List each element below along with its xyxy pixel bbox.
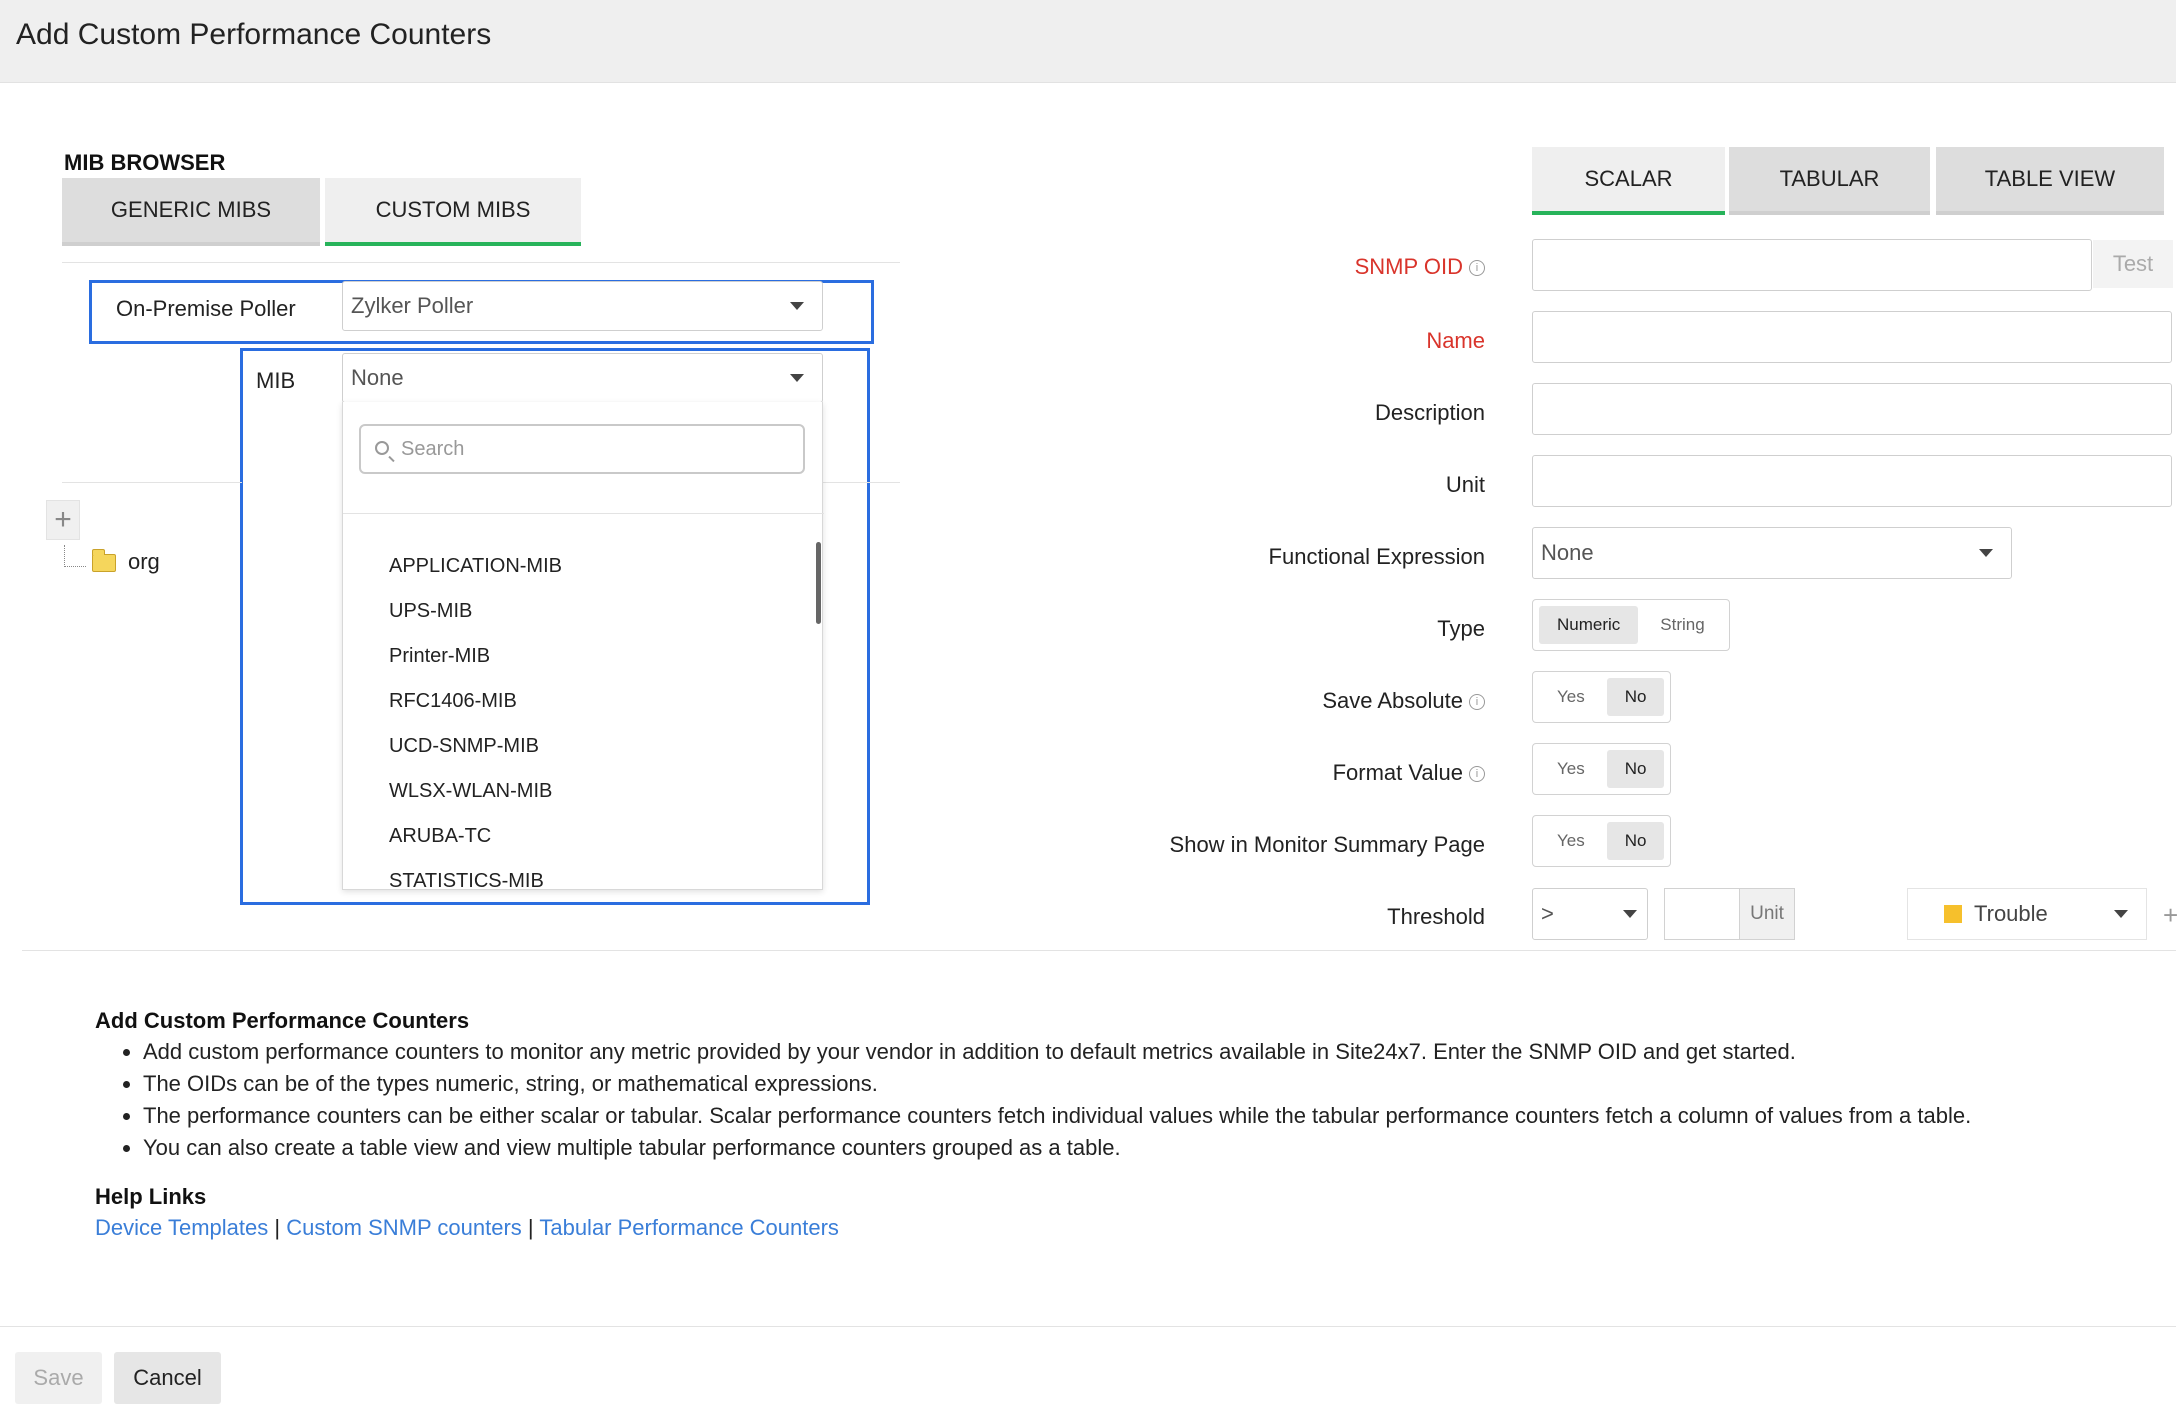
help-bullet: • The performance counters can be either scalar or tabular. Scalar performance counters fetch individual values while the tabular performance counters fetch a column of values from a table. [143,1100,2145,1132]
divider [343,513,824,514]
mib-option[interactable]: APPLICATION-MIB [389,555,562,577]
link-device-templates[interactable]: Device Templates [95,1215,269,1240]
format-value-yes[interactable]: Yes [1557,759,1585,778]
mib-option[interactable]: RFC1406-MIB [389,690,517,712]
mib-option[interactable]: WLSX-WLAN-MIB [389,780,553,802]
severity-value: Trouble [1974,901,2048,926]
mib-browser-title: MIB BROWSER [64,150,226,175]
tab-table-view[interactable]: TABLE VIEW [1936,147,2164,215]
show-summary-yes[interactable]: Yes [1557,831,1585,850]
tab-custom-mibs[interactable]: CUSTOM MIBS [325,178,581,246]
link-separator: | [527,1215,534,1240]
info-icon: i [1469,766,1485,782]
poller-select[interactable] [342,281,823,331]
mib-select[interactable] [342,353,823,403]
tab-generic-mibs[interactable]: GENERIC MIBS [62,178,320,246]
chevron-down-icon [2114,910,2128,918]
chevron-down-icon [790,374,804,382]
threshold-unit-addon: Unit [1739,889,1794,939]
snmp-oid-input[interactable] [1532,239,2092,291]
mib-label: MIB [256,368,296,393]
type-label: Type [1437,616,1485,641]
unit-label: Unit [1445,472,1485,497]
help-bullet: • Add custom performance counters to monitor any metric provided by your vendor in addition to default metrics available in Site24x7. Enter the SNMP OID and get started. [143,1036,2145,1068]
save-button[interactable]: Save [15,1352,102,1404]
format-value-no[interactable]: No [1607,750,1665,788]
search-icon [375,441,389,455]
mib-option[interactable]: STATISTICS-MIB [389,870,544,892]
chevron-down-icon [790,302,804,310]
threshold-operator-value: > [1541,901,1554,926]
severity-select[interactable] [1907,888,2147,940]
threshold-label: Threshold [1387,904,1485,929]
tab-tabular[interactable]: TABULAR [1729,147,1930,215]
mib-option[interactable]: UCD-SNMP-MIB [389,735,539,757]
mib-option[interactable]: UPS-MIB [389,600,473,622]
name-input[interactable] [1532,311,2172,363]
divider [0,1326,2176,1327]
type-numeric-option[interactable]: Numeric [1539,606,1638,644]
chevron-down-icon [1623,910,1637,918]
trouble-color-swatch [1944,905,1962,923]
type-string-option[interactable]: String [1660,615,1705,634]
chevron-down-icon [1979,549,1993,557]
help-bullet: • You can also create a table view and view multiple tabular performance counters grouped as a table. [143,1132,2145,1164]
save-absolute-label: Save Absolute i [1322,688,1485,714]
mib-dropdown-panel [342,402,823,890]
info-icon: i [1469,694,1485,710]
functional-expression-value: None [1541,540,1594,565]
add-node-button[interactable]: + [46,500,80,540]
save-absolute-no[interactable]: No [1607,678,1665,716]
divider [22,950,2176,951]
show-summary-no[interactable]: No [1607,822,1665,860]
poller-label: On-Premise Poller [116,296,296,321]
tree-connector [64,545,86,567]
mib-search-input[interactable] [359,424,805,474]
info-icon: i [1469,260,1485,276]
tab-scalar[interactable]: SCALAR [1532,147,1725,215]
show-summary-label: Show in Monitor Summary Page [1169,832,1485,857]
divider [62,262,900,263]
description-label: Description [1374,400,1485,425]
threshold-value-group [1664,888,1795,940]
format-value-label: Format Value i [1333,760,1485,786]
save-absolute-yes[interactable]: Yes [1557,687,1585,706]
type-toggle [1532,599,1730,651]
mib-select-value: None [351,365,404,390]
mib-option[interactable]: ARUBA-TC [389,825,492,847]
show-summary-toggle [1532,815,1671,867]
cancel-button[interactable]: Cancel [114,1352,221,1404]
format-value-toggle [1532,743,1671,795]
divider [823,482,900,483]
help-bullet: • The OIDs can be of the types numeric, string, or mathematical expressions. [143,1068,2145,1100]
functional-expression-select[interactable] [1532,527,2012,579]
save-absolute-toggle [1532,671,1671,723]
snmp-oid-label: SNMP OID i [1355,254,1485,280]
functional-expression-label: Functional Expression [1268,544,1485,569]
dropdown-scrollbar[interactable] [816,542,821,624]
mib-search-placeholder: Search [401,437,465,460]
add-threshold-icon[interactable]: + [2163,900,2178,930]
help-links [95,1215,839,1241]
link-tabular-performance-counters[interactable]: Tabular Performance Counters [539,1215,839,1240]
description-input[interactable] [1532,383,2172,435]
help-links-title: Help Links [95,1184,207,1209]
tree-node-org[interactable]: org [128,549,160,574]
poller-select-value: Zylker Poller [351,293,474,318]
mib-options-list [343,544,824,904]
help-bullets [95,1036,2145,1164]
mib-option[interactable]: Printer-MIB [389,645,491,667]
test-button[interactable]: Test [2093,240,2173,288]
page-title: Add Custom Performance Counters [16,18,492,51]
help-title: Add Custom Performance Counters [95,1008,470,1033]
threshold-value-input[interactable] [1665,889,1739,939]
threshold-operator-select[interactable] [1532,888,1648,940]
folder-icon [92,554,116,572]
divider [62,482,242,483]
link-separator: | [274,1215,281,1240]
unit-input[interactable] [1532,455,2172,507]
link-custom-snmp-counters[interactable]: Custom SNMP counters [286,1215,522,1240]
name-label: Name [1426,328,1485,353]
